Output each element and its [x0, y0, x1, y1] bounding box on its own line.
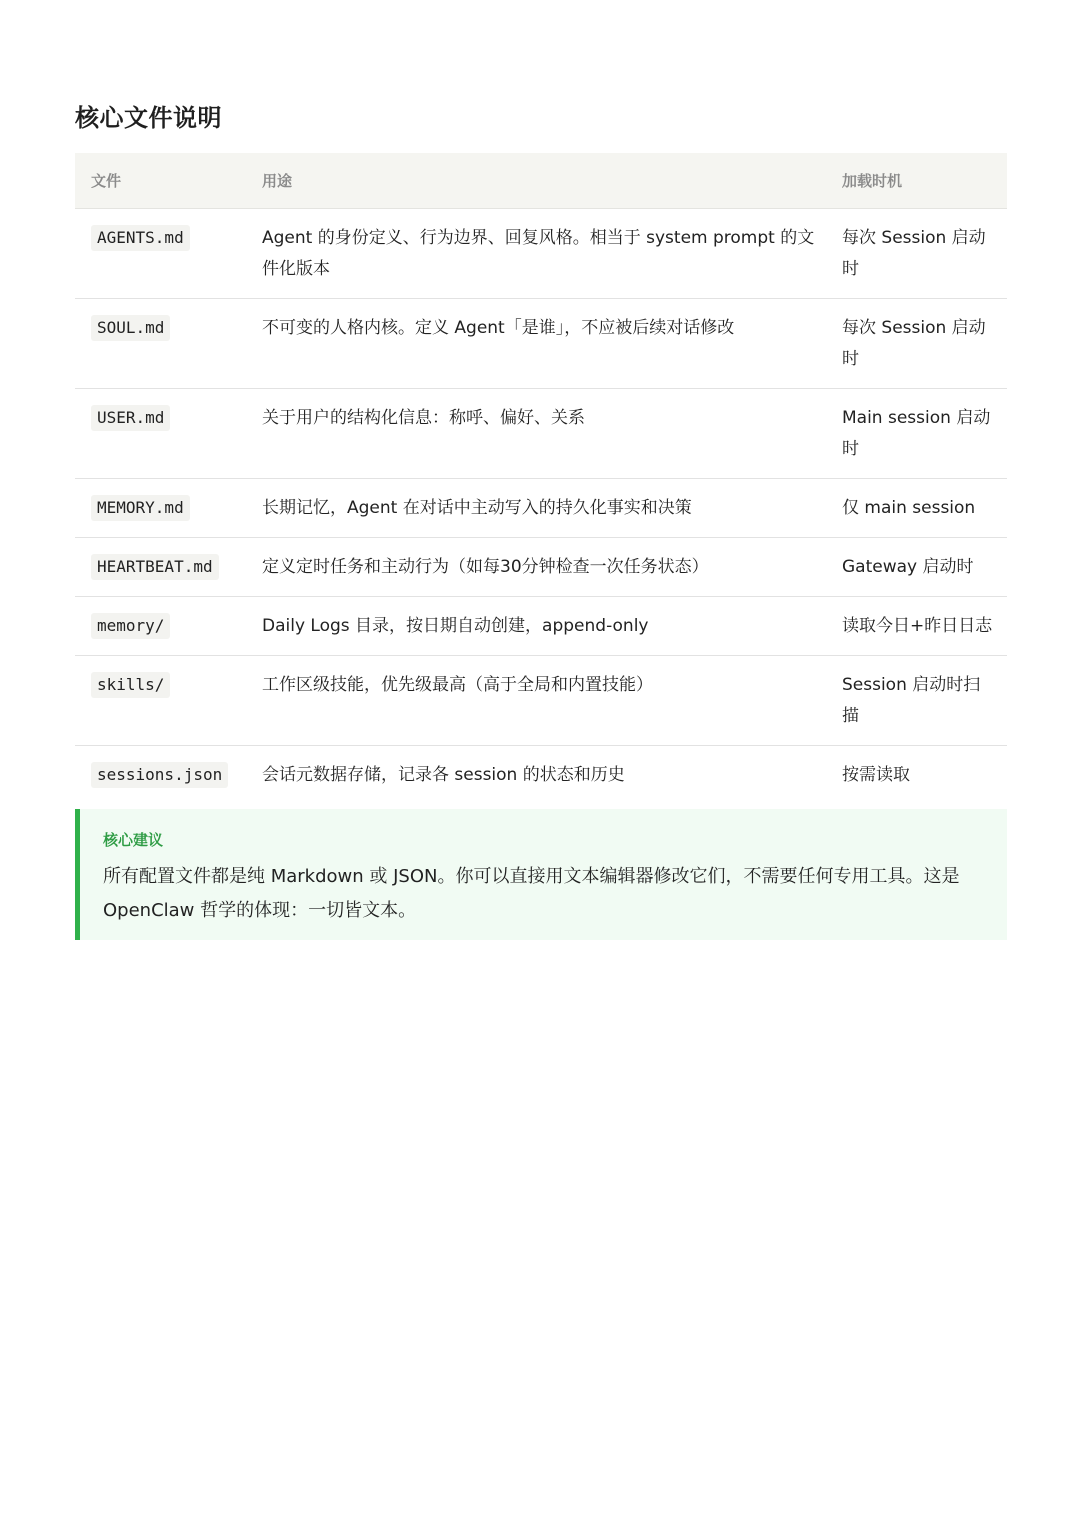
use-cell: 长期记忆，Agent 在对话中主动写入的持久化事实和决策: [245, 478, 825, 537]
file-name: HEARTBEAT.md: [91, 554, 219, 580]
load-time-cell: Main session 启动时: [825, 388, 1007, 478]
file-name: skills/: [91, 672, 170, 698]
core-files-table: [75, 153, 1007, 804]
file-name: SOUL.md: [91, 315, 170, 341]
file-name: AGENTS.md: [91, 225, 190, 251]
table-row: [75, 478, 1007, 537]
table-row: [75, 655, 1007, 745]
table-row: [75, 388, 1007, 478]
tip-body: 所有配置文件都是纯 Markdown 或 JSON。你可以直接用文本编辑器修改它们，不需要任何专用工具。这是 OpenClaw 哲学的体现：一切皆文本。: [103, 866, 960, 921]
table-row: [75, 745, 1007, 804]
column-header-load-time: 加载时机: [825, 153, 1007, 208]
use-cell: Daily Logs 目录，按日期自动创建，append-only: [245, 596, 825, 655]
use-cell: 定义定时任务和主动行为（如每30分钟检查一次任务状态）: [245, 537, 825, 596]
file-cell: [75, 655, 245, 745]
file-cell: [75, 596, 245, 655]
load-time-cell: 读取今日+昨日日志: [825, 596, 1007, 655]
file-name: sessions.json: [91, 762, 228, 788]
section-title: 核心文件说明: [75, 104, 222, 132]
use-cell: 不可变的人格内核。定义 Agent「是谁」，不应被后续对话修改: [245, 298, 825, 388]
table-row: [75, 208, 1007, 298]
load-time-cell: 每次 Session 启动时: [825, 298, 1007, 388]
column-header-use: 用途: [245, 153, 825, 208]
table-row: [75, 298, 1007, 388]
load-time-cell: Gateway 启动时: [825, 537, 1007, 596]
file-cell: [75, 745, 245, 804]
use-cell: 关于用户的结构化信息：称呼、偏好、关系: [245, 388, 825, 478]
load-time-cell: 按需读取: [842, 764, 910, 785]
file-name: USER.md: [91, 405, 170, 431]
use-cell: 会话元数据存储，记录各 session 的状态和历史: [262, 764, 625, 785]
file-cell: [75, 537, 245, 596]
file-name: MEMORY.md: [91, 495, 190, 521]
use-cell: 工作区级技能，优先级最高（高于全局和内置技能）: [245, 655, 825, 745]
file-cell: [75, 208, 245, 298]
load-time-cell: Session 启动时扫描: [825, 655, 1007, 745]
file-name: memory/: [91, 613, 170, 639]
table-row: [75, 596, 1007, 655]
file-cell: [75, 388, 245, 478]
table-row: [75, 537, 1007, 596]
load-time-cell: 仅 main session: [825, 478, 1007, 537]
use-cell: Agent 的身份定义、行为边界、回复风格。相当于 system prompt 的文件化版本: [245, 208, 825, 298]
table-header-row: [75, 153, 1007, 208]
file-cell: [75, 478, 245, 537]
tip-title: 核心建议: [103, 831, 164, 849]
file-cell: [75, 298, 245, 388]
column-header-file: 文件: [75, 153, 245, 208]
load-time-cell: 每次 Session 启动时: [825, 208, 1007, 298]
tip-callout: [75, 809, 1007, 940]
